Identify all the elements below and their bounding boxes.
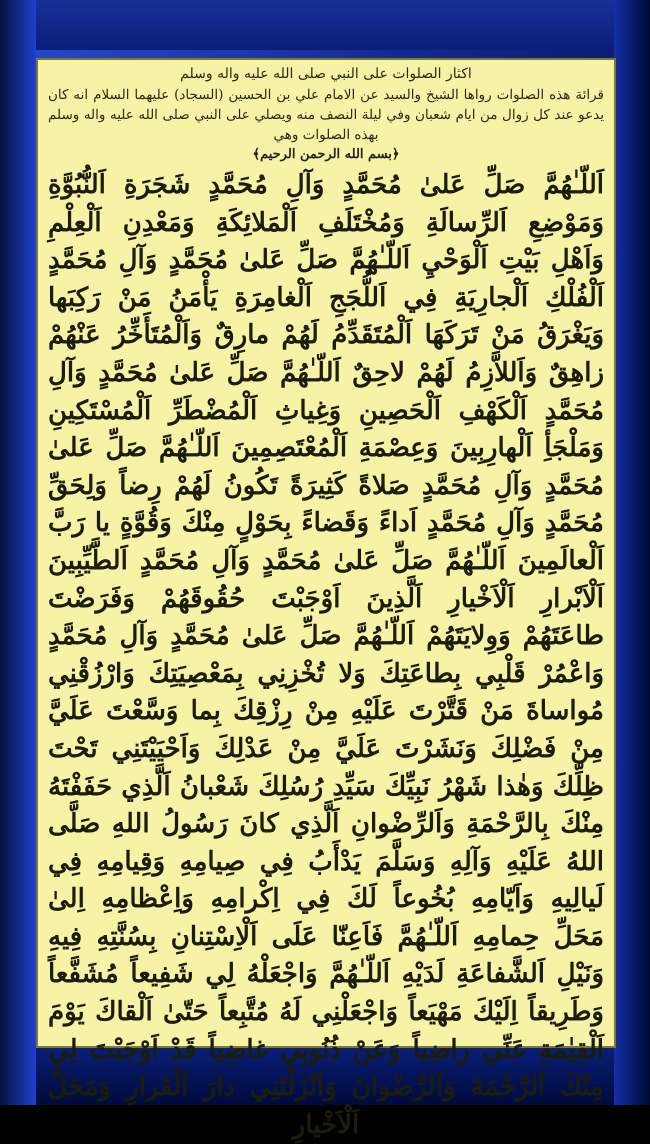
page-heading: اكثار الصلوات على النبي صلى الله عليه واله وسلم [180,66,472,82]
frame-bevel-left [0,0,36,1105]
prayer-text: اَللّـٰهُمَّ صَلِّ عَلىٰ مُحَمَّدٍ وَآلِ مُحَمَّدٍ شَجَرَةِ اَلنُّبُوَّةِ وَمَوْضِعِ اَلرِّسالَةِ وَمُخْتَلَفِ اَلْمَلائِكَةِ وَمَعْدِنِ اَلْعِلْمِ وَاَهْلِ بَيْتِ اَلْوَحْيِ اَللّـٰهُمَّ صَلِّ عَلىٰ مُحَمَّدٍ وَآلِ مُحَمَّدٍ اَلْفُلْكِ اَلْجارِيَةِ فِي اَللُّجَجِ اَلْغامِرَةِ يَأْمَنُ مَنْ رَكِبَها وَيَغْرَقُ مَنْ تَرَكَهَا اَلْمُتَقَدِّمُ لَهُمْ مارِقٌ وَاَلْمُتَأَخِّرُ عَنْهُمْ زاهِقٌ وَاَللاَّزِمُ لَهُمْ لاحِقٌ اَللّـٰهُمَّ صَلِّ عَلىٰ مُحَمَّدٍ وَآلِ مُحَمَّدٍ اَلْكَهْفِ اَلْحَصِينِ وَغِياثِ اَلْمُضْطَرِّ اَلْمُسْتَكِينِ وَمَلْجَأِ اَلْهارِبِينَ وَعِصْمَةِ اَلْمُعْتَصِمِينَ اَللّـٰهُمَّ صَلِّ عَلىٰ مُحَمَّدٍ وَآلِ مُحَمَّدٍ صَلاةً كَثِيرَةً تَكُونُ لَهُمْ رِضاً وَلِحَقِّ مُحَمَّدٍ وَآلِ مُحَمَّدٍ اَداءً وَقَضاءً بِحَوْلٍ مِنْكَ وَقُوَّةٍ يا رَبَّ اَلْعالَمِينَ اَللّـٰهُمَّ صَلِّ عَلىٰ مُحَمَّدٍ وَآلِ مُحَمَّدٍ اَلطَّيِّبِينَ اَلْاَبْرارِ اَلْاَخْيارِ اَلَّذِينَ اَوْجَبْتَ حُقُوقَهُمْ وَفَرَضْتَ طاعَتَهُمْ وَوِلايَتَهُمْ اَللّـٰهُمَّ صَلِّ عَلىٰ مُحَمَّدٍ وَآلِ مُحَمَّدٍ وَاعْمُرْ قَلْبِي بِطاعَتِكَ وَلا تُخْزِنِي بِمَعْصِيَتِكَ وَارْزُقْنِي مُواساةَ مَنْ قَتَّرْتَ عَلَيْهِ مِنْ رِزْقِكَ بِما وَسَّعْتَ عَلَيَّ مِنْ فَضْلِكَ وَنَشَرْتَ عَلَيَّ مِنْ عَدْلِكَ وَاَحْيَيْتَنِي تَحْتَ ظِلِّكَ وَهٰذا شَهْرُ نَبِيِّكَ سَيِّدِ رُسُلِكَ شَعْبانُ اَلَّذِي حَفَفْتَهُ مِنْكَ بِالرَّحْمَةِ وَاَلرِّضْوانِ اَلَّذِي كانَ رَسُولُ اللهِ صَلَّى اللهُ عَلَيْهِ وَآلِهِ وَسَلَّمَ يَدْأَبُ فِي صِيامِهِ وَقِيامِهِ فِي لَيالِيهِ وَاَيّامِهِ بُخُوعاً لَكَ فِي اِكْرامِهِ وَاِعْظامِهِ اِلىٰ مَحَلِّ حِمامِهِ اَللّـٰهُمَّ فَاَعِنّا عَلَى اَلْاِسْتِنانِ بِسُنَّتِهِ فِيهِ وَنَيْلِ اَلشَّفاعَةِ لَدَيْهِ اَللّـٰهُمَّ وَاجْعَلْهُ لِي شَفِيعاً مُشَفَّعاً وَطَرِيقاً اِلَيْكَ مَهْيَعاً وَاجْعَلْنِي لَهُ مُتَّبِعاً حَتّىٰ اَلْقاكَ يَوْمَ اَلْقِيٰمَةِ عَنِّي راضِياً وَعَنْ ذُنُوبِي غاضِياً قَدْ اَوْجَبْتَ لِي مِنْكَ اَلرَّحْمَةَ وَاَلرِّضْوانَ وَاَنْزَلْتَنِي دارَ اَلْقَرارِ وَمَحَلَّ اَلْاَخْيارِ [48,170,604,1140]
frame-bevel-right [614,0,650,1105]
frame-bevel-top [0,0,650,50]
intro-paragraph: قرائة هذه الصلوات رواها الشيخ والسيد عن الامام علي بن الحسين (السجاد) عليهما السلام انه كان يدعو عند كل زوال من ايام شعبان وفي ليلة النصف منه ويصلي على النبي صلى الله عليه واله وسلم بهذه الصلوات وهي [48,87,604,143]
basmala: ﴿بسم الله الرحمن الرحيم﴾ [252,147,400,162]
scanned-page [36,58,616,1140]
